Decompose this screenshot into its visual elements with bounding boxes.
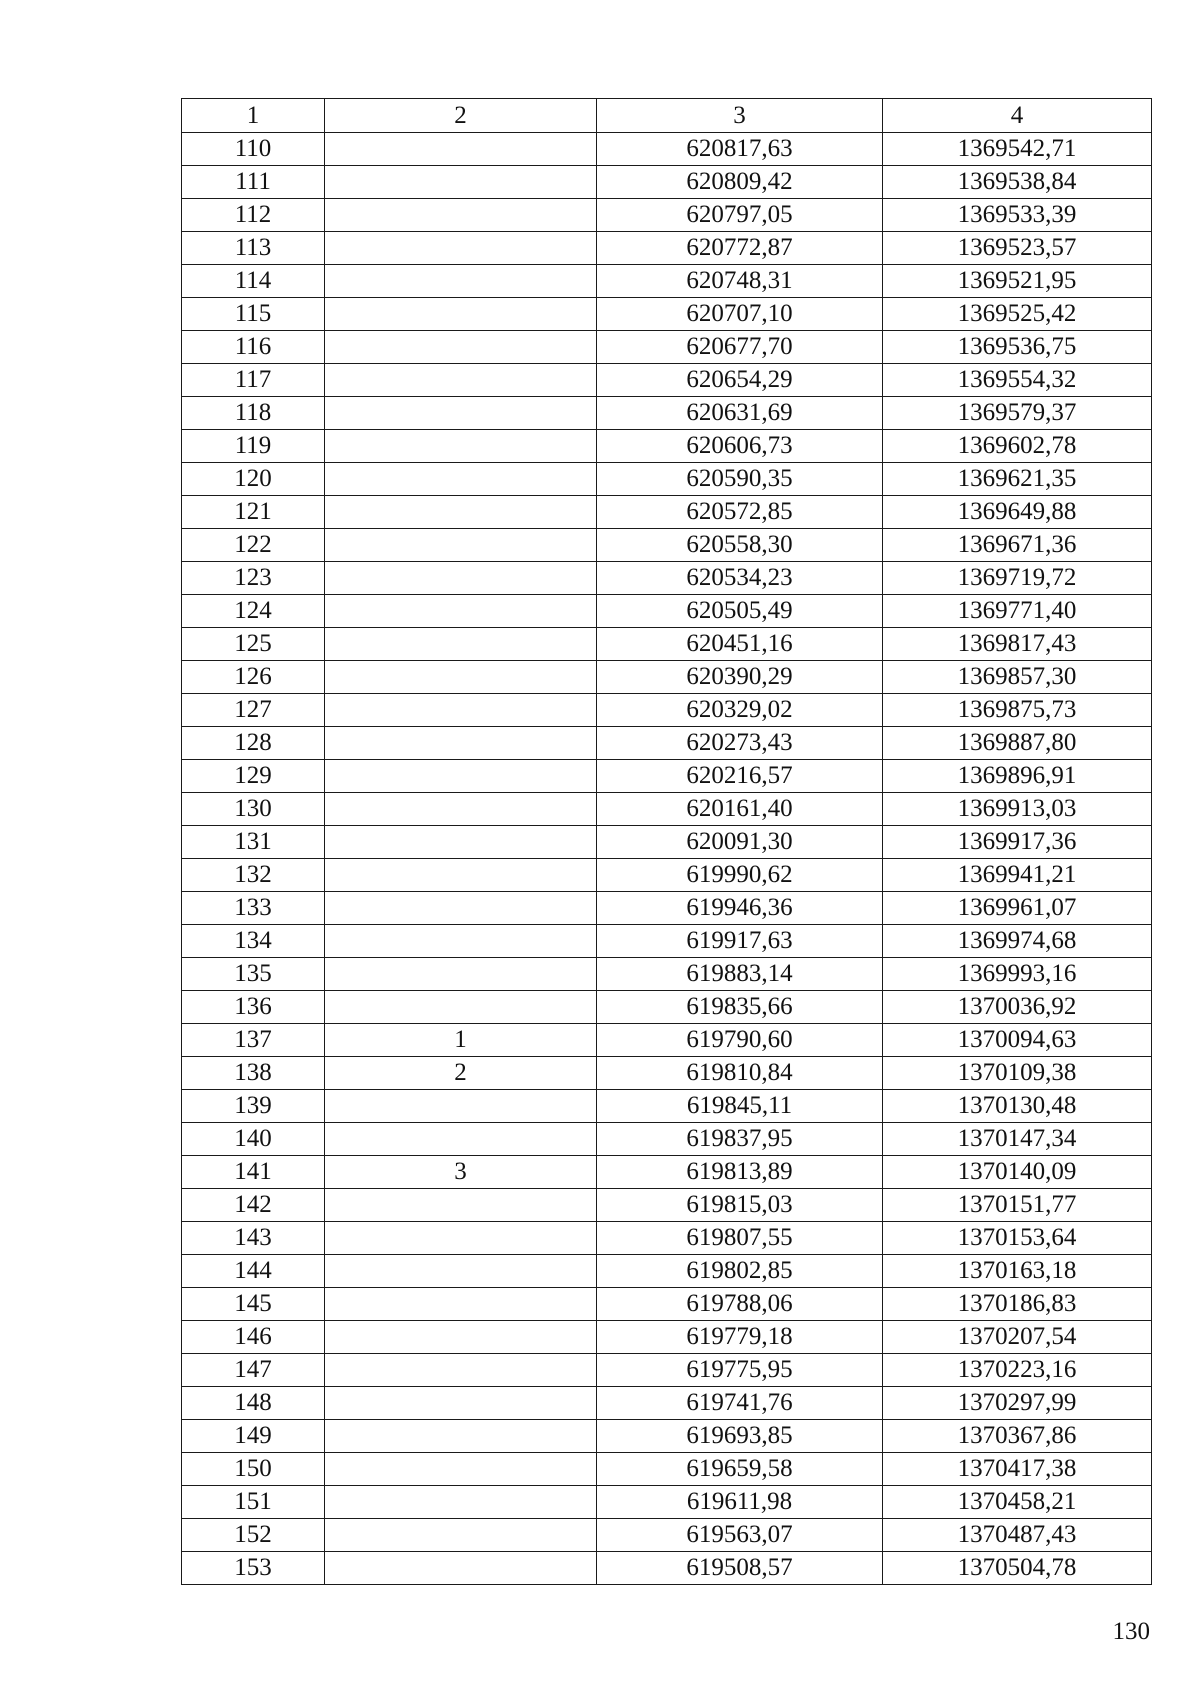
- mark-cell: [325, 892, 597, 925]
- table-row: [182, 1123, 1152, 1156]
- point-number-cell: 114: [182, 265, 325, 298]
- y-coordinate-cell: 1369621,35: [883, 463, 1152, 496]
- y-coordinate-cell: 1370207,54: [883, 1321, 1152, 1354]
- point-number-cell: 124: [182, 595, 325, 628]
- table-row: [182, 958, 1152, 991]
- y-coordinate-cell: 1369993,16: [883, 958, 1152, 991]
- mark-cell: [325, 595, 597, 628]
- mark-cell: [325, 1321, 597, 1354]
- table-row: [182, 199, 1152, 232]
- table-row: [182, 1156, 1152, 1189]
- mark-cell: [325, 1387, 597, 1420]
- y-coordinate-cell: 1369523,57: [883, 232, 1152, 265]
- mark-cell: [325, 463, 597, 496]
- table-row: [182, 364, 1152, 397]
- point-number-cell: 128: [182, 727, 325, 760]
- point-number-cell: 150: [182, 1453, 325, 1486]
- y-coordinate-cell: 1369913,03: [883, 793, 1152, 826]
- x-coordinate-cell: 619990,62: [597, 859, 883, 892]
- mark-cell: [325, 1255, 597, 1288]
- point-number-cell: 127: [182, 694, 325, 727]
- point-number-cell: 145: [182, 1288, 325, 1321]
- y-coordinate-cell: 1369817,43: [883, 628, 1152, 661]
- point-number-cell: 117: [182, 364, 325, 397]
- x-coordinate-cell: 619813,89: [597, 1156, 883, 1189]
- point-number-cell: 144: [182, 1255, 325, 1288]
- mark-cell: [325, 430, 597, 463]
- mark-cell: [325, 1453, 597, 1486]
- x-coordinate-cell: 619659,58: [597, 1453, 883, 1486]
- point-number-cell: 131: [182, 826, 325, 859]
- y-coordinate-cell: 1369602,78: [883, 430, 1152, 463]
- x-coordinate-cell: 620707,10: [597, 298, 883, 331]
- point-number-cell: 138: [182, 1057, 325, 1090]
- point-number-cell: 122: [182, 529, 325, 562]
- y-coordinate-cell: 1369671,36: [883, 529, 1152, 562]
- x-coordinate-cell: 619508,57: [597, 1552, 883, 1585]
- table-row: [182, 232, 1152, 265]
- mark-cell: [325, 166, 597, 199]
- table-row: [182, 661, 1152, 694]
- table-row: [182, 1321, 1152, 1354]
- mark-cell: [325, 133, 597, 166]
- point-number-cell: 111: [182, 166, 325, 199]
- table-row: [182, 1189, 1152, 1222]
- y-coordinate-cell: 1369533,39: [883, 199, 1152, 232]
- x-coordinate-cell: 619883,14: [597, 958, 883, 991]
- y-coordinate-cell: 1370147,34: [883, 1123, 1152, 1156]
- y-coordinate-cell: 1369538,84: [883, 166, 1152, 199]
- mark-cell: [325, 727, 597, 760]
- x-coordinate-cell: 620329,02: [597, 694, 883, 727]
- point-number-cell: 136: [182, 991, 325, 1024]
- mark-cell: [325, 1189, 597, 1222]
- column-header-4: 4: [883, 99, 1152, 133]
- point-number-cell: 133: [182, 892, 325, 925]
- table-row: [182, 892, 1152, 925]
- y-coordinate-cell: 1369554,32: [883, 364, 1152, 397]
- x-coordinate-cell: 620216,57: [597, 760, 883, 793]
- x-coordinate-cell: 620797,05: [597, 199, 883, 232]
- x-coordinate-cell: 620654,29: [597, 364, 883, 397]
- x-coordinate-cell: 619611,98: [597, 1486, 883, 1519]
- point-number-cell: 134: [182, 925, 325, 958]
- mark-cell: [325, 364, 597, 397]
- x-coordinate-cell: 620809,42: [597, 166, 883, 199]
- point-number-cell: 152: [182, 1519, 325, 1552]
- table-row: [182, 1354, 1152, 1387]
- y-coordinate-cell: 1370186,83: [883, 1288, 1152, 1321]
- point-number-cell: 112: [182, 199, 325, 232]
- table-header: [182, 99, 1152, 133]
- table-row: [182, 496, 1152, 529]
- y-coordinate-cell: 1369649,88: [883, 496, 1152, 529]
- table-row: [182, 760, 1152, 793]
- y-coordinate-cell: 1370223,16: [883, 1354, 1152, 1387]
- point-number-cell: 141: [182, 1156, 325, 1189]
- table-row: [182, 166, 1152, 199]
- x-coordinate-cell: 620091,30: [597, 826, 883, 859]
- point-number-cell: 110: [182, 133, 325, 166]
- table-row: [182, 1024, 1152, 1057]
- point-number-cell: 120: [182, 463, 325, 496]
- table-row: [182, 1090, 1152, 1123]
- y-coordinate-cell: 1369521,95: [883, 265, 1152, 298]
- x-coordinate-cell: 620590,35: [597, 463, 883, 496]
- mark-cell: [325, 199, 597, 232]
- y-coordinate-cell: 1369974,68: [883, 925, 1152, 958]
- y-coordinate-cell: 1370458,21: [883, 1486, 1152, 1519]
- table-row: [182, 1420, 1152, 1453]
- point-number-cell: 116: [182, 331, 325, 364]
- point-number-cell: 142: [182, 1189, 325, 1222]
- table-row: [182, 430, 1152, 463]
- x-coordinate-cell: 619810,84: [597, 1057, 883, 1090]
- mark-cell: [325, 1354, 597, 1387]
- y-coordinate-cell: 1369941,21: [883, 859, 1152, 892]
- point-number-cell: 146: [182, 1321, 325, 1354]
- page-number: 130: [1112, 1618, 1150, 1645]
- table-row: [182, 1387, 1152, 1420]
- x-coordinate-cell: 619790,60: [597, 1024, 883, 1057]
- y-coordinate-cell: 1370297,99: [883, 1387, 1152, 1420]
- mark-cell: 3: [325, 1156, 597, 1189]
- coordinates-table: [181, 98, 1152, 1585]
- y-coordinate-cell: 1369536,75: [883, 331, 1152, 364]
- point-number-cell: 147: [182, 1354, 325, 1387]
- y-coordinate-cell: 1369525,42: [883, 298, 1152, 331]
- y-coordinate-cell: 1369771,40: [883, 595, 1152, 628]
- table-row: [182, 1552, 1152, 1585]
- mark-cell: [325, 496, 597, 529]
- x-coordinate-cell: 620748,31: [597, 265, 883, 298]
- point-number-cell: 118: [182, 397, 325, 430]
- point-number-cell: 139: [182, 1090, 325, 1123]
- mark-cell: [325, 397, 597, 430]
- y-coordinate-cell: 1369579,37: [883, 397, 1152, 430]
- mark-cell: [325, 1288, 597, 1321]
- x-coordinate-cell: 619779,18: [597, 1321, 883, 1354]
- y-coordinate-cell: 1370109,38: [883, 1057, 1152, 1090]
- header-row: [182, 99, 1152, 133]
- mark-cell: [325, 1486, 597, 1519]
- mark-cell: [325, 1420, 597, 1453]
- table-row: [182, 628, 1152, 661]
- mark-cell: 1: [325, 1024, 597, 1057]
- x-coordinate-cell: 620161,40: [597, 793, 883, 826]
- x-coordinate-cell: 620505,49: [597, 595, 883, 628]
- x-coordinate-cell: 620273,43: [597, 727, 883, 760]
- x-coordinate-cell: 619835,66: [597, 991, 883, 1024]
- point-number-cell: 115: [182, 298, 325, 331]
- point-number-cell: 119: [182, 430, 325, 463]
- mark-cell: [325, 1222, 597, 1255]
- table-row: [182, 397, 1152, 430]
- point-number-cell: 123: [182, 562, 325, 595]
- x-coordinate-cell: 620534,23: [597, 562, 883, 595]
- x-coordinate-cell: 619775,95: [597, 1354, 883, 1387]
- x-coordinate-cell: 620631,69: [597, 397, 883, 430]
- x-coordinate-cell: 620606,73: [597, 430, 883, 463]
- point-number-cell: 121: [182, 496, 325, 529]
- table-row: [182, 727, 1152, 760]
- x-coordinate-cell: 619837,95: [597, 1123, 883, 1156]
- mark-cell: [325, 1123, 597, 1156]
- x-coordinate-cell: 620390,29: [597, 661, 883, 694]
- x-coordinate-cell: 619946,36: [597, 892, 883, 925]
- table-row: [182, 925, 1152, 958]
- point-number-cell: 135: [182, 958, 325, 991]
- mark-cell: [325, 232, 597, 265]
- mark-cell: [325, 991, 597, 1024]
- y-coordinate-cell: 1369719,72: [883, 562, 1152, 595]
- table-row: [182, 793, 1152, 826]
- mark-cell: [325, 529, 597, 562]
- mark-cell: [325, 859, 597, 892]
- point-number-cell: 132: [182, 859, 325, 892]
- point-number-cell: 153: [182, 1552, 325, 1585]
- table-row: [182, 562, 1152, 595]
- point-number-cell: 148: [182, 1387, 325, 1420]
- mark-cell: [325, 331, 597, 364]
- y-coordinate-cell: 1369857,30: [883, 661, 1152, 694]
- mark-cell: [325, 298, 597, 331]
- point-number-cell: 113: [182, 232, 325, 265]
- point-number-cell: 149: [182, 1420, 325, 1453]
- point-number-cell: 125: [182, 628, 325, 661]
- x-coordinate-cell: 620772,87: [597, 232, 883, 265]
- point-number-cell: 140: [182, 1123, 325, 1156]
- mark-cell: [325, 925, 597, 958]
- point-number-cell: 130: [182, 793, 325, 826]
- table-row: [182, 331, 1152, 364]
- point-number-cell: 129: [182, 760, 325, 793]
- x-coordinate-cell: 619802,85: [597, 1255, 883, 1288]
- mark-cell: [325, 1519, 597, 1552]
- table-row: [182, 859, 1152, 892]
- table-row: [182, 826, 1152, 859]
- table-row: [182, 133, 1152, 166]
- x-coordinate-cell: 619563,07: [597, 1519, 883, 1552]
- x-coordinate-cell: 619693,85: [597, 1420, 883, 1453]
- mark-cell: [325, 760, 597, 793]
- mark-cell: [325, 1090, 597, 1123]
- point-number-cell: 137: [182, 1024, 325, 1057]
- y-coordinate-cell: 1370417,38: [883, 1453, 1152, 1486]
- x-coordinate-cell: 619815,03: [597, 1189, 883, 1222]
- table-row: [182, 595, 1152, 628]
- table-row: [182, 991, 1152, 1024]
- x-coordinate-cell: 620572,85: [597, 496, 883, 529]
- column-header-2: 2: [325, 99, 597, 133]
- table-row: [182, 1486, 1152, 1519]
- x-coordinate-cell: 620677,70: [597, 331, 883, 364]
- y-coordinate-cell: 1370036,92: [883, 991, 1152, 1024]
- y-coordinate-cell: 1370163,18: [883, 1255, 1152, 1288]
- table-row: [182, 1057, 1152, 1090]
- mark-cell: [325, 1552, 597, 1585]
- y-coordinate-cell: 1370094,63: [883, 1024, 1152, 1057]
- table-row: [182, 265, 1152, 298]
- y-coordinate-cell: 1370504,78: [883, 1552, 1152, 1585]
- table-row: [182, 694, 1152, 727]
- y-coordinate-cell: 1369542,71: [883, 133, 1152, 166]
- mark-cell: [325, 562, 597, 595]
- y-coordinate-cell: 1369887,80: [883, 727, 1152, 760]
- x-coordinate-cell: 620451,16: [597, 628, 883, 661]
- x-coordinate-cell: 620558,30: [597, 529, 883, 562]
- table-row: [182, 298, 1152, 331]
- mark-cell: [325, 265, 597, 298]
- y-coordinate-cell: 1369896,91: [883, 760, 1152, 793]
- table-row: [182, 1288, 1152, 1321]
- mark-cell: 2: [325, 1057, 597, 1090]
- table-row: [182, 529, 1152, 562]
- table-body: [182, 133, 1152, 1585]
- column-header-1: 1: [182, 99, 325, 133]
- point-number-cell: 126: [182, 661, 325, 694]
- point-number-cell: 143: [182, 1222, 325, 1255]
- y-coordinate-cell: 1370151,77: [883, 1189, 1152, 1222]
- y-coordinate-cell: 1370367,86: [883, 1420, 1152, 1453]
- table-row: [182, 1519, 1152, 1552]
- mark-cell: [325, 958, 597, 991]
- x-coordinate-cell: 619741,76: [597, 1387, 883, 1420]
- x-coordinate-cell: 620817,63: [597, 133, 883, 166]
- y-coordinate-cell: 1370140,09: [883, 1156, 1152, 1189]
- y-coordinate-cell: 1369875,73: [883, 694, 1152, 727]
- table-row: [182, 1222, 1152, 1255]
- mark-cell: [325, 694, 597, 727]
- y-coordinate-cell: 1369917,36: [883, 826, 1152, 859]
- table-row: [182, 463, 1152, 496]
- x-coordinate-cell: 619845,11: [597, 1090, 883, 1123]
- column-header-3: 3: [597, 99, 883, 133]
- x-coordinate-cell: 619788,06: [597, 1288, 883, 1321]
- y-coordinate-cell: 1370153,64: [883, 1222, 1152, 1255]
- y-coordinate-cell: 1369961,07: [883, 892, 1152, 925]
- point-number-cell: 151: [182, 1486, 325, 1519]
- table-row: [182, 1453, 1152, 1486]
- table-row: [182, 1255, 1152, 1288]
- mark-cell: [325, 628, 597, 661]
- mark-cell: [325, 793, 597, 826]
- y-coordinate-cell: 1370487,43: [883, 1519, 1152, 1552]
- y-coordinate-cell: 1370130,48: [883, 1090, 1152, 1123]
- x-coordinate-cell: 619917,63: [597, 925, 883, 958]
- mark-cell: [325, 826, 597, 859]
- mark-cell: [325, 661, 597, 694]
- x-coordinate-cell: 619807,55: [597, 1222, 883, 1255]
